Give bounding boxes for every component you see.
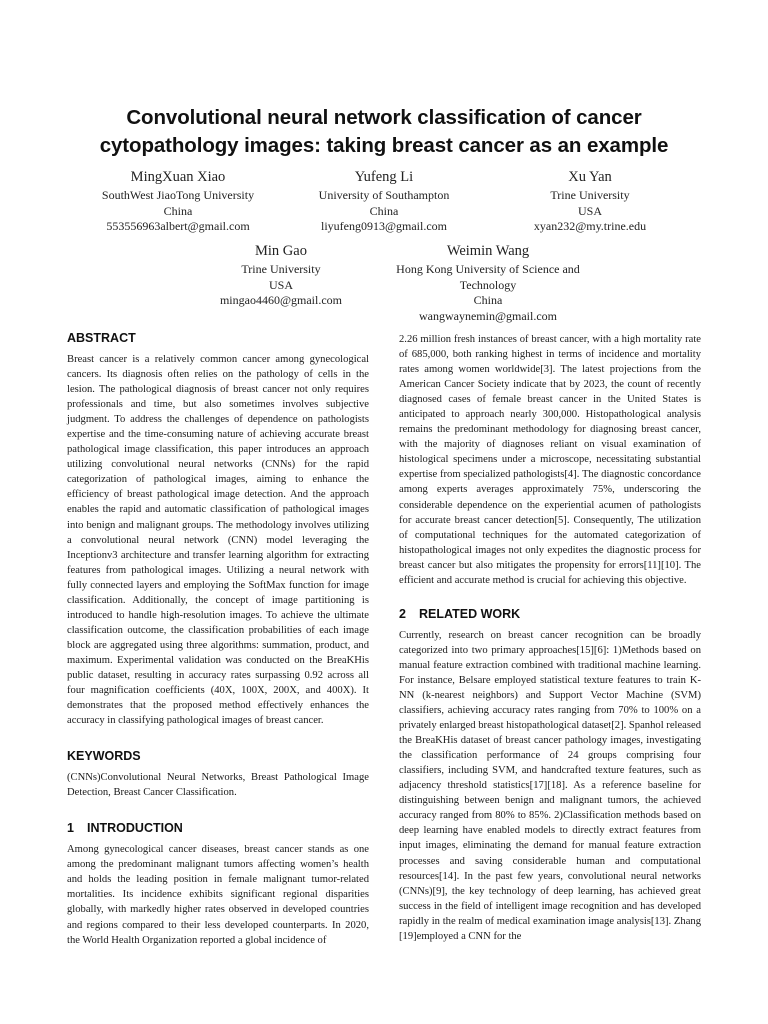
author-affiliation-line-1: Hong Kong University of Science and: [396, 262, 580, 276]
right-column: [399, 332, 701, 944]
author-affiliation: University of Southampton: [318, 188, 450, 202]
related-work-text: Currently, research on breast cancer recognition can be broadly categorized into two primary approaches[15][6]: 1)Methods based on manual feature extraction combined with traditional machine learning. For instance, Belsare employed statistical texture features to train K-NN (k-nearest neighbors) and Support Vector Machine (SVM) classifiers, achieving accuracy rates ranging from 70% to 100% on a privately enlarged breast histopathological dataset[2]. Spanhol released the BreaKHis dataset of breast cancer pathology images, investigating the classification performance of 24 groups comprising four classifiers, including SVM, and handcrafted texture features, such as adjacency threshold statistics[17][18]. As a reference baseline for distinguishing between benign and malignant tumors, the achieved accuracy ranged from 80% to 85%. 2)Classification methods based on deep learning have enabled models to directly extract features from input images, eliminating the demand for manual feature extraction processes and saving considerable human and computational resources[14]. In the past few years, convolutional neural networks (CNNs)[9], the key technology of deep learning, has achieved great success in the field of intelligent image recognition and has developed rapidly in the realm of medical examination image analysis[13]. Zhang [19]employed a CNN for the: [399, 629, 701, 942]
title-line-1: Convolutional neural network classification of cancer: [126, 106, 642, 129]
author-email: xyan232@my.trine.edu: [533, 219, 647, 233]
author-name: Yufeng Li: [354, 169, 414, 185]
author-country: China: [369, 203, 399, 218]
author-name: MingXuan Xiao: [130, 169, 226, 185]
author-affiliation: Trine University: [241, 262, 321, 276]
related-work-heading: [399, 606, 701, 622]
author-block-3: [500, 167, 680, 235]
author-block-4: [191, 241, 371, 309]
author-email: liyufeng0913@gmail.com: [320, 219, 448, 233]
abstract-text: Breast cancer is a relatively common cancer among gynecological cancers. Its diagnosis often relies on the pathology of cells in the lesion. The pathological diagnosis of breast cancer not only requires professionals and time, but also sometimes involves subjective judgment. To address the challenges of dependence on pathologists expertise and the time-consuming nature of achieving accurate breast pathological image classification, this paper introduces an approach utilizing convolutional neural networks (CNNs) for the rapid categorization of pathological images, aiming to enhance the efficiency of breast pathological image detection. And the approach enables the rapid and automatic classification of pathological images into benign and malignant groups. The methodology involves utilizing a convolutional neural network (CNN) model leveraging the Inceptionv3 architecture and transfer learning algorithm for extracting features from pathological images. Utilizing a neural network with fully connected layers and employing the SoftMax function for image classification. Additionally, the concept of image partitioning is introduced to handle high-resolution images. To achieve the ultimate classification outcome, the classification probabilities of each image block are aggregated using three algorithms: summation, product, and maximum. Experimental validation was conducted on the BreaKHis public dataset, resulting in accuracy rates surpassing 0.92 across all four magnification coefficients (40X, 100X, 200X, and 400X). It demonstrates that the proposed method effectively enhances the accuracy in classifying pathological images of breast cancer.: [67, 354, 369, 727]
keywords-heading: KEYWORDS: [67, 749, 141, 764]
introduction-continuation: 2.26 million fresh instances of breast cancer, with a high mortality rate of 685,000, both ranking highest in terms of incidence and mortality rates among women worldwide[3]. The latest projections from the American Cancer Society indicate that by 2023, the count of recently diagnosed cases of female breast cancer in the United States is anticipated to approach nearly 300,000. Histopathological analysis remains the predominant methodology for diagnosing breast cancer, with the majority of diagnoses reliant on visual examination of histological specimens under a microscope, necessitating substantial expertise from specialized pathologists[4]. The diagnostic concordance among experts averages approximately 75%, underscoring the considerable dependence on the experiential acumen of pathologists for accurate breast cancer detection[5]. Consequently, The utilization of computational techniques for the automated categorization of histopathological images not only expedites the diagnostic process for breast cancer but also mitigates the propensity for errors[11][10]. The efficient and accurate method is crucial for achieving this objective.: [399, 334, 701, 586]
author-name: Min Gao: [255, 243, 307, 259]
author-email: mingao4460@gmail.com: [219, 293, 343, 307]
author-country: China: [163, 203, 193, 218]
author-country: USA: [577, 203, 602, 218]
author-affiliation: Trine University: [550, 188, 630, 202]
title-line-2: cytopathology images: taking breast cancer as an example: [99, 134, 669, 157]
author-affiliation: SouthWest JiaoTong University: [101, 188, 255, 202]
author-name: Weimin Wang: [446, 243, 530, 259]
section-title: RELATED WORK: [419, 606, 521, 621]
section-title: INTRODUCTION: [87, 821, 183, 836]
author-block-5: [383, 241, 593, 324]
author-email: 553556963albert@gmail.com: [106, 219, 250, 233]
introduction-heading: [67, 820, 369, 836]
section-number: 1: [67, 821, 74, 836]
paper-title: [60, 104, 708, 160]
section-number: 2: [399, 606, 406, 621]
author-block-1: [88, 167, 268, 235]
author-name: Xu Yan: [568, 169, 612, 185]
author-affiliation-line-2: Technology: [459, 277, 517, 292]
author-country: USA: [268, 277, 293, 292]
keywords-text: (CNNs)Convolutional Neural Networks, Breast Pathological Image Detection, Breast Cancer Classification.: [67, 772, 369, 799]
abstract-heading: ABSTRACT: [67, 331, 136, 345]
introduction-text: Among gynecological cancer diseases, breast cancer stands as one among the predominant malignant tumors affecting women’s health and holds the leading position in female malignant tumor-related mortalities. Its incidence exhibits significant regional disparities globally, with markedly higher rates observed in developed countries and regions compared to their less developed counterparts. In 2020, the World Health Organization reported a global incidence of: [67, 844, 369, 946]
author-country: China: [473, 293, 503, 307]
author-email: wangwaynemin@gmail.com: [418, 308, 558, 323]
left-column: [67, 330, 369, 948]
author-block-2: [294, 167, 474, 235]
